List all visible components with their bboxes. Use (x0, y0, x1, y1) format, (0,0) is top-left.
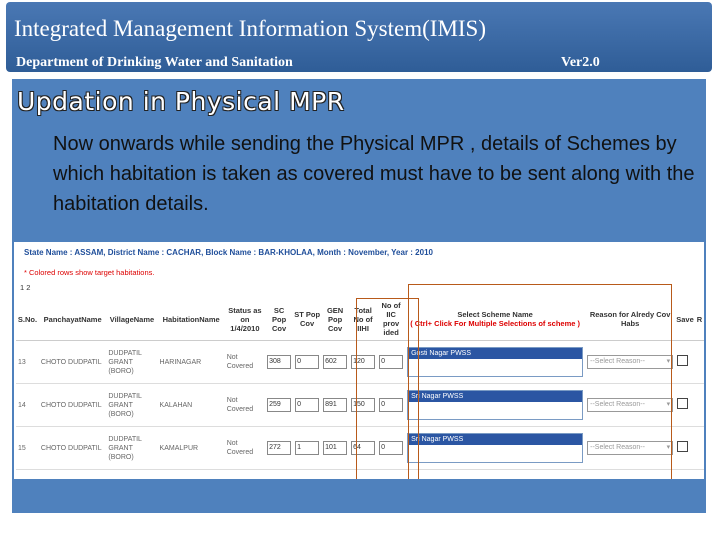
colored-rows-note: * Colored rows show target habitations. (24, 268, 155, 277)
cell-village: DUDPATIL GRANT (BORO) (106, 341, 157, 384)
gen-pop-input[interactable]: 602 (323, 355, 347, 369)
iic-provided-input[interactable]: 0 (379, 398, 403, 412)
cell-panchayat: CHOTO DUDPATIL (39, 341, 106, 384)
gen-pop-input[interactable]: 891 (323, 398, 347, 412)
chevron-down-icon: ▾ (666, 401, 671, 408)
cell-status: Not Covered (225, 341, 265, 384)
version-label: Ver2.0 (561, 55, 600, 70)
page-links[interactable]: 1 2 (20, 283, 31, 292)
sc-pop-input[interactable]: 308 (267, 355, 291, 369)
col-gen: GEN Pop Cov (321, 298, 349, 341)
reason-select-value: --Select Reason-- (590, 444, 645, 451)
scheme-option-selected[interactable]: Sri Nagar PWSS (408, 391, 582, 402)
department-name: Department of Drinking Water and Sanitation (16, 55, 293, 70)
save-checkbox[interactable] (677, 355, 688, 366)
cell-status: Not Covered (225, 384, 265, 427)
scheme-option-selected[interactable]: Sri Nagar PWSS (408, 434, 582, 445)
reason-select-value: --Select Reason-- (590, 358, 645, 365)
col-village: VillageName (106, 298, 157, 341)
save-checkbox[interactable] (677, 398, 688, 409)
app-title: Integrated Management Information System(IMIS) (14, 16, 487, 41)
total-iihi-input[interactable]: 150 (351, 398, 375, 412)
mpr-screenshot (14, 242, 704, 479)
state-info-line: State Name : ASSAM, District Name : CACHAR, Block Name : BAR-KHOLAA, Month : November, Year : 2010 (24, 248, 433, 257)
col-habitation: HabitationName (158, 298, 225, 341)
slide-body-text: Now onwards while sending the Physical MPR , details of Schemes by which habitation is taken as covered must have to be sent along with the habitation details. (53, 133, 695, 215)
cell-panchayat: CHOTO DUDPATIL (39, 427, 106, 470)
col-sc: SC Pop Cov (265, 298, 293, 341)
scheme-col-hint: ( Ctrl+ Click For Multiple Selections of scheme ) (410, 319, 581, 328)
scheme-highlight-box (408, 284, 672, 479)
col-extra: R (695, 298, 704, 341)
scheme-col-title: Select Scheme Name (457, 310, 533, 319)
col-sno: S.No. (16, 298, 39, 341)
col-reason: Reason for Alredy Cov Habs (585, 298, 675, 341)
cell-village: DUDPATIL GRANT (BORO) (106, 384, 157, 427)
iic-provided-input[interactable]: 0 (379, 441, 403, 455)
cell-habitation: KALAHAN (158, 384, 225, 427)
st-pop-input[interactable]: 0 (295, 355, 319, 369)
save-checkbox[interactable] (677, 441, 688, 452)
cell-sno: 15 (16, 427, 39, 470)
total-iihi-input[interactable]: 120 (351, 355, 375, 369)
cell-habitation: HARINAGAR (158, 341, 225, 384)
app-header (6, 2, 712, 72)
sc-pop-input[interactable]: 272 (267, 441, 291, 455)
cell-habitation: KAMALPUR (158, 427, 225, 470)
cell-sno: 13 (16, 341, 39, 384)
sc-pop-input[interactable]: 259 (267, 398, 291, 412)
cell-village: DUDPATIL GRANT (BORO) (106, 427, 157, 470)
gen-pop-input[interactable]: 101 (323, 441, 347, 455)
cell-status: Not Covered (225, 427, 265, 470)
st-pop-input[interactable]: 1 (295, 441, 319, 455)
total-iihi-input[interactable]: 64 (351, 441, 375, 455)
cell-panchayat: CHOTO DUDPATIL (39, 384, 106, 427)
st-pop-input[interactable]: 0 (295, 398, 319, 412)
col-iic: No of IIC prov ided (377, 298, 405, 341)
chevron-down-icon: ▾ (666, 444, 671, 451)
col-st: ST Pop Cov (293, 298, 321, 341)
reason-select-value: --Select Reason-- (590, 401, 645, 408)
content-panel (12, 79, 706, 513)
col-save: Save (675, 298, 695, 341)
col-total: Total No of IIHI (349, 298, 377, 341)
iic-provided-input[interactable]: 0 (379, 355, 403, 369)
slide-title: Updation in Physical MPR (17, 87, 345, 116)
col-status: Status as on 1/4/2010 (225, 298, 265, 341)
scheme-option-selected[interactable]: Gosti Nagar PWSS (408, 348, 582, 359)
chevron-down-icon: ▾ (666, 358, 671, 365)
col-panchayat: PanchayatName (39, 298, 106, 341)
cell-sno: 14 (16, 384, 39, 427)
